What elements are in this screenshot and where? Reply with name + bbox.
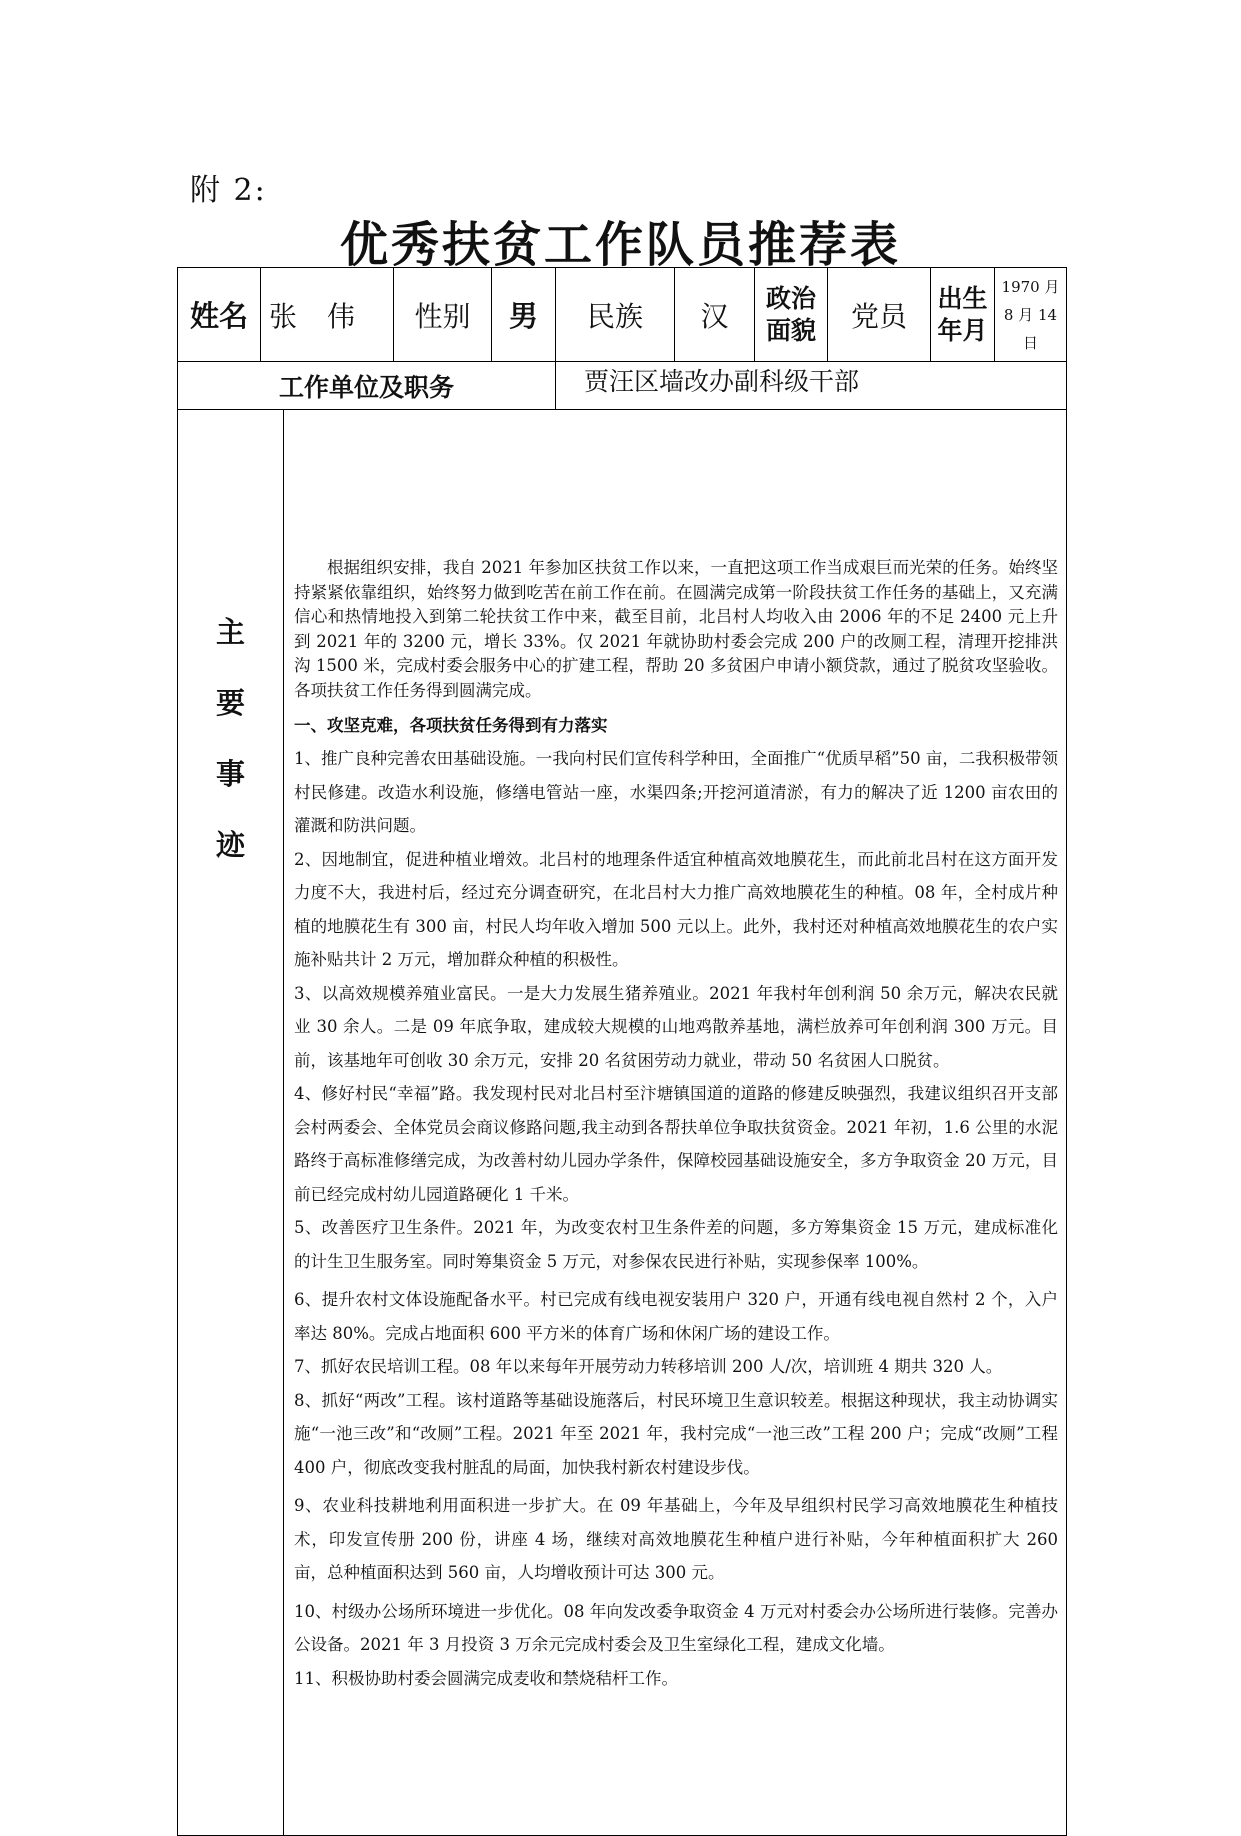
main-deeds-label-char: 迹 [215,828,245,862]
birth-date-label-line1: 出生 [937,283,988,313]
birth-date-value-line2: 8 月 14 [1003,305,1058,324]
work-unit-label: 工作单位及职务 [178,362,556,410]
deeds-item: 8、抓好“两改”工程。该村道路等基础设施落后，村民环境卫生意识较差。根据这种现状，我主动协调实施“一池三改”和“改厕”工程。2021 年至 2021 年，我村完成“一池三改”工程 200 户；完成“改厕”工程 400 户，彻底改变我村脏乱的局面，加快我村新农村建设步伐。 [294,1390,1059,1477]
deeds-item: 6、提升农村文体设施配备水平。村已完成有线电视安装用户 320 户，开通有线电视自然村 2 个，入户率达 80%。完成占地面积 600 平方米的体育广场和休闲广场的建设工作。 [294,1290,1059,1343]
main-deeds-label-char: 事 [215,757,245,791]
political-status-value: 党员 [828,268,931,362]
deeds-item: 1、推广良种完善农田基础设施。一我向村民们宣传科学种田，全面推广“优质早稻”50 亩，二我积极带领村民修建。改造水利设施，修缮电管站一座，水渠四条;开挖河道清淤，有力的解决了近 1200 亩农田的灌溉和防洪问题。 [294,749,1059,835]
birth-date-value-line1: 1970 月 [1001,277,1060,296]
name-label: 姓名 [178,268,261,362]
gender-label: 性别 [394,268,492,362]
deeds-intro-paragraph: 根据组织安排，我自 2021 年参加区扶贫工作以来，一直把这项工作当成艰巨而光荣的任务。始终坚持紧紧依靠组织，始终努力做到吃苦在前工作在前。在圆满完成第一阶段扶贫工作任务的基础上，又充满信心和热情地投入到第二轮扶贫工作中来，截至目前，北吕村人均收入由 2006 年的不足 2400 元上升到 2021 年的 3200 元，增长 33%。仅 2021 年就协助村委会完成 200 户的改厕工程，清理开挖排洪沟 1500 米，完成村委会服务中心的扩建工程，帮助 20 多贫困户申请小额贷款，通过了脱贫攻坚验收。各项扶贫工作任务得到圆满完成。 [294,558,1059,700]
political-status-label [755,268,828,362]
deeds-item: 10、村级办公场所环境进一步优化。08 年向发改委争取资金 4 万元对村委会办公场所进行装修。完善办公设备。2021 年 3 月投资 3 万余元完成村委会及卫生室绿化工程，建成文化墙。 [294,1601,1059,1654]
ethnicity-label: 民族 [556,268,675,362]
deeds-item: 9、农业科技耕地利用面积进一步扩大。在 09 年基础上，今年及早组织村民学习高效地膜花生种植技术，印发宣传册 200 份，讲座 4 场，继续对高效地膜花生种植户进行补贴，今年种植面积扩大 260 亩，总种植面积达到 560 亩，人均增收预计可达 300 元。 [294,1496,1059,1582]
birth-date-label-line2: 年月 [937,315,988,345]
attachment-label: 附 2: [190,173,267,208]
deeds-item: 5、改善医疗卫生条件。2021 年，为改变农村卫生条件差的问题，多方筹集资金 15 万元，建成标准化的计生卫生服务室。同时筹集资金 5 万元，对参保农民进行补贴，实现参保率 100%。 [294,1218,1059,1271]
political-status-label-line2: 面貌 [766,315,817,345]
birth-date-value-line3: 日 [1023,333,1039,352]
main-deeds-label-char: 主 [215,615,245,649]
name-value: 张伟 [261,268,394,362]
birth-date-value [995,268,1067,362]
deeds-item: 2、因地制宜，促进种植业增效。北吕村的地理条件适宜种植高效地膜花生，而此前北吕村在这方面开发力度不大，我进村后，经过充分调查研究，在北吕村大力推广高效地膜花生的种植。08 年，全村成片种植的地膜花生有 300 亩，村民人均年收入增加 500 元以上。此外，我村还对种植高效地膜花生的农户实施补贴共计 2 万元，增加群众种植的积极性。 [294,849,1059,969]
recommendation-form [177,267,1067,1836]
work-unit-row [178,362,1067,410]
ethnicity-value: 汉 [675,268,755,362]
gender-value: 男 [492,268,556,362]
deeds-item: 4、修好村民“幸福”路。我发现村民对北吕村至汴塘镇国道的道路的修建反映强烈，我建议组织召开支部会村两委会、全体党员会商议修路问题,我主动到各帮扶单位争取扶贫资金。2021 年初，1.6 公里的水泥路终于高标准修缮完成，为改善村幼儿园办学条件，保障校园基础设施安全，多方争取资金 20 万元，目前已经完成村幼儿园道路硬化 1 千米。 [294,1084,1059,1204]
main-deeds-content [284,410,1067,1836]
political-status-label-line1: 政治 [766,283,817,313]
work-unit-value: 贾汪区墙改办副科级干部 [556,362,1067,410]
main-deeds-label [178,410,284,1836]
deeds-item: 11、积极协助村委会圆满完成麦收和禁烧秸杆工作。 [294,1668,678,1688]
main-deeds-row [178,410,1067,1836]
birth-date-label [931,268,995,362]
page-title: 优秀扶贫工作队员推荐表 [339,217,901,273]
deeds-item: 3、以高效规模养殖业富民。一是大力发展生猪养殖业。2021 年我村年创利润 50 余万元，解决农民就业 30 余人。二是 09 年底争取，建成较大规模的山地鸡散养基地，满栏放养可年创利润 300 万元。目前，该基地年可创收 30 余万元，安排 20 名贫困劳动力就业，带动 50 名贫困人口脱贫。 [294,983,1059,1070]
basic-info-row [178,268,1067,362]
deeds-section-heading: 一、攻坚克难，各项扶贫任务得到有力落实 [294,716,608,735]
main-deeds-label-char: 要 [215,686,245,720]
deeds-item: 7、抓好农民培训工程。08 年以来每年开展劳动力转移培训 200 人/次，培训班 4 期共 320 人。 [294,1357,1003,1376]
